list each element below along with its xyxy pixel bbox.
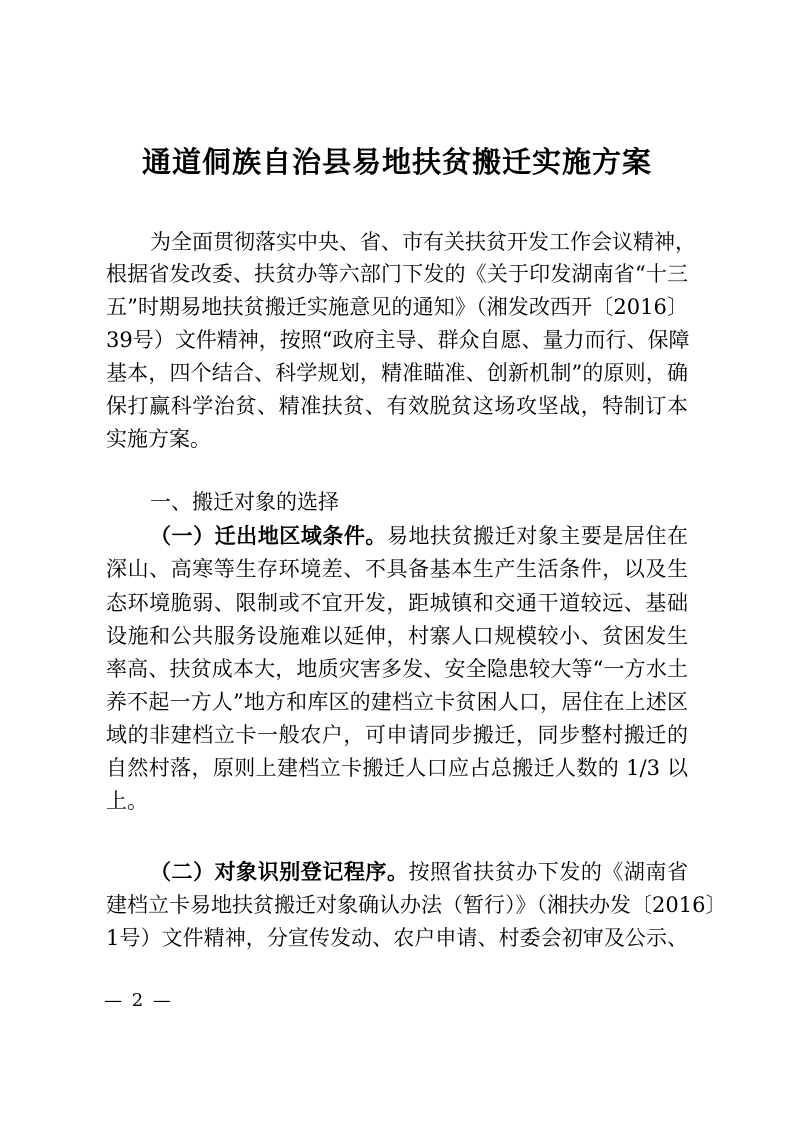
sub1-heading: （一）迁出地区域条件。 <box>150 523 387 548</box>
document-title: 通道侗族自治县易地扶贫搬迁实施方案 <box>141 145 652 179</box>
sub2-first-line <box>106 856 688 888</box>
sub1-line-3: 态环境脆弱、限制或不宜开发，距城镇和交通干道较远、基础 <box>106 591 688 615</box>
sub2-first-line-text: 按照省扶贫办下发的《湖南省 <box>408 860 688 884</box>
intro-line-2: 根据省发改委、扶贫办等六部门下发的《关于印发湖南省“十三 <box>106 262 688 286</box>
sub2-line-3: 1号）文件精神，分宣传发动、农户申请、村委会初审及公示、 <box>106 926 688 950</box>
sub1-line-2: 深山、高寒等生存环境差、不具备基本生产生活条件，以及生 <box>106 557 688 581</box>
intro-line-5: 基本，四个结合、科学规划，精准瞄准、创新机制”的原则，确 <box>106 361 688 385</box>
sub1-line-8: 自然村落，原则上建档立卡搬迁人口应占总搬迁人数的 1/3 以 <box>106 756 688 780</box>
sub2-heading: （二）对象识别登记程序。 <box>150 859 409 884</box>
intro-line-4: 39号）文件精神，按照“政府主导、群众自愿、量力而行、保障 <box>106 328 690 352</box>
sub1-first-line <box>106 520 688 552</box>
sub1-first-line-text: 易地扶贫搬迁对象主要是居住在 <box>386 524 689 548</box>
sub1-line-4: 设施和公共服务设施难以延伸，村寨人口规模较小、贫困发生 <box>106 624 688 648</box>
sub1-line-9: 上。 <box>106 789 148 813</box>
intro-line-1: 为全面贯彻落实中央、省、市有关扶贫开发工作会议精神， <box>150 230 696 254</box>
sub1-line-6: 养不起一方人”地方和库区的建档立卡贫困人口，居住在上述区 <box>106 690 688 714</box>
intro-line-3: 五”时期易地扶贫搬迁实施意见的通知》（湘发改西开〔2016〕 <box>106 295 688 319</box>
section-heading: 一、搬迁对象的选择 <box>150 490 339 514</box>
sub1-line-7: 域的非建档立卡一般农户，可申请同步搬迁，同步整村搬迁的 <box>106 723 688 747</box>
sub1-line-5: 率高、扶贫成本大，地质灾害多发、安全隐患较大等“一方水土 <box>106 657 688 681</box>
intro-line-7: 实施方案。 <box>106 427 211 451</box>
page-number: — 2 — <box>104 990 173 1011</box>
sub2-line-2: 建档立卡易地扶贫搬迁对象确认办法（暂行）》（湘扶办发〔2016〕 <box>106 893 727 917</box>
intro-line-6: 保打赢科学治贫、精准扶贫、有效脱贫这场攻坚战，特制订本 <box>106 394 688 418</box>
